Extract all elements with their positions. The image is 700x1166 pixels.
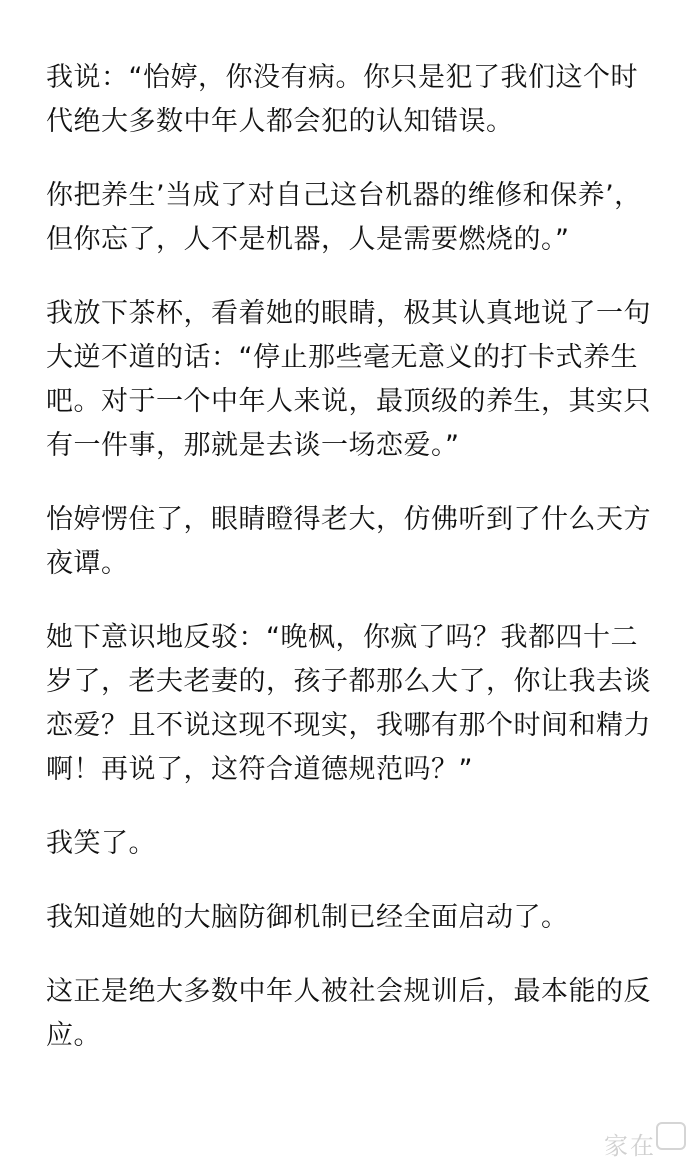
paragraph-1: 我说：“怡婷，你没有病。你只是犯了我们这个时代绝大多数中年人都会犯的认知错误。 (46, 62, 638, 137)
paragraph-5: 她下意识地反驳：“晚枫，你疯了吗？我都四十二岁了，老夫老妻的，孩子都那么大了，你让我去谈恋爱？且不说这现不现实，我哪有那个时间和精力啊！再说了，这符合道德规范吗？” (46, 622, 651, 785)
paragraph-7: 我知道她的大脑防御机制已经全面启动了。 (46, 902, 569, 933)
watermark-logo-icon (656, 1122, 686, 1150)
site-watermark (570, 1120, 690, 1160)
paragraph-2: 你把养生’当成了对自己这台机器的维修和保养’，但你忘了，人不是机器，人是需要燃烧的。” (46, 180, 642, 255)
paragraph-3: 我放下茶杯，看着她的眼睛，极其认真地说了一句大逆不道的话：“停止那些毫无意义的打卡式养生吧。对于一个中年人来说，最顶级的养生，其实只有一件事，那就是去谈一场恋爱。” (46, 298, 651, 461)
watermark-text: 家在 (604, 1132, 656, 1160)
paragraph-4: 怡婷愣住了，眼睛瞪得老大，仿佛听到了什么天方夜谭。 (46, 504, 651, 579)
paragraph-8: 这正是绝大多数中年人被社会规训后，最本能的反应。 (46, 976, 651, 1051)
paragraph-6: 我笑了。 (46, 828, 156, 859)
